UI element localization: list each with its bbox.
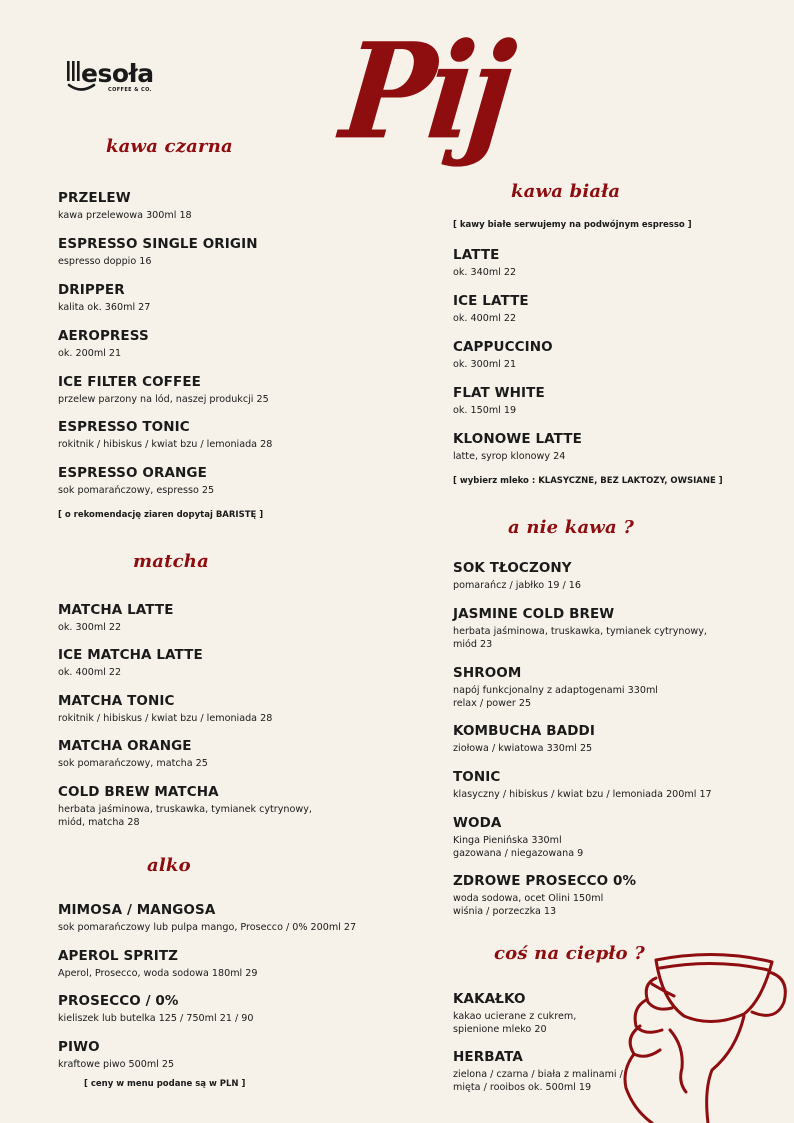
note-double-espresso: [ kawy białe serwujemy na podwójnym espresso ] [453,220,692,230]
item-name: ESPRESSO SINGLE ORIGIN [58,236,258,252]
menu-item [58,282,368,314]
menu-item [58,948,368,980]
item-desc: ok. 300ml 21 [453,359,517,370]
item-name: ZDROWE PROSECCO 0% [453,873,637,889]
item-name: KOMBUCHA BADDI [453,723,595,739]
note-currency: [ ceny w menu podane są w PLN ] [84,1079,246,1089]
item-name: CAPPUCCINO [453,339,553,355]
section-title-matcha: matcha [133,551,209,572]
menu-item [453,431,763,463]
item-desc: ziołowa / kwiatowa 330ml 25 [453,743,593,754]
menu-item [58,738,368,770]
menu-item [58,993,368,1025]
menu-item [453,769,753,801]
menu-item [58,647,368,679]
item-desc: przelew parzony na lód, naszej produkcji 25 [58,394,269,405]
item-desc: ok. 400ml 22 [58,667,122,678]
item-desc: klasyczny / hibiskus / kwiat bzu / lemoniada 200ml 17 [453,789,712,800]
menu-item [453,991,593,1036]
item-desc: kakao ucierane z cukrem, spienione mleko 20 [453,1011,577,1035]
item-desc: zielona / czarna / biała z malinami / mięta / rooibos ok. 500ml 19 [453,1069,623,1093]
item-name: TONIC [453,769,501,785]
item-desc: sok pomarańczowy lub pulpa mango, Prosecco / 0% 200ml 27 [58,922,357,933]
item-name: AEROPRESS [58,328,149,344]
menu-item [58,374,368,406]
item-name: COLD BREW MATCHA [58,784,219,800]
menu-item [453,560,763,592]
brand-name: esoła [81,59,154,88]
menu-item [58,328,368,360]
item-desc: ok. 200ml 21 [58,348,122,359]
item-desc: kalita ok. 360ml 27 [58,302,151,313]
item-desc: ok. 300ml 22 [58,622,122,633]
note-milk-choice: [ wybierz mleko : KLASYCZNE, BEZ LAKTOZY, OWSIANE ] [453,476,723,486]
menu-item [453,1049,628,1094]
item-desc: ok. 400ml 22 [453,313,517,324]
menu-item [453,293,763,325]
item-desc: herbata jaśminowa, truskawka, tymianek cytrynowy, miód 23 [453,626,707,650]
menu-item [453,606,723,651]
section-title-cos-na-cieplo: coś na ciepło ? [494,943,645,964]
item-name: ICE MATCHA LATTE [58,647,203,663]
item-desc: espresso doppio 16 [58,256,152,267]
menu-item [58,465,368,497]
item-name: MATCHA TONIC [58,693,175,709]
menu-item [58,693,368,725]
item-name: PIWO [58,1039,100,1055]
item-desc: Kinga Pienińska 330ml gazowana / niegazowana 9 [453,835,584,859]
item-desc: herbata jaśminowa, truskawka, tymianek cytrynowy, miód, matcha 28 [58,804,312,828]
menu-item [58,419,368,451]
item-desc: sok pomarańczowy, espresso 25 [58,485,215,496]
item-name: ESPRESSO TONIC [58,419,190,435]
item-name: APEROL SPRITZ [58,948,179,964]
item-desc: ok. 340ml 22 [453,267,517,278]
item-name: DRIPPER [58,282,125,298]
menu-item [453,873,637,918]
item-name: JASMINE COLD BREW [453,606,615,622]
item-desc: kieliszek lub butelka 125 / 750ml 21 / 90 [58,1013,254,1024]
menu-item [58,902,378,934]
item-name: ICE LATTE [453,293,529,309]
item-name: SOK TŁOCZONY [453,560,572,576]
item-desc: pomarańcz / jabłko 19 / 16 [453,580,581,591]
item-desc: napój funkcjonalny z adaptogenami 330ml relax / power 25 [453,685,658,709]
item-name: MATCHA LATTE [58,602,174,618]
menu-item [453,385,763,417]
item-name: KAKAŁKO [453,991,526,1007]
menu-item [453,815,593,860]
menu-item [58,236,368,268]
item-desc: rokitnik / hibiskus / kwiat bzu / lemoniada 28 [58,439,273,450]
item-name: LATTE [453,247,500,263]
menu-item [58,190,368,222]
item-name: PROSECCO / 0% [58,993,179,1009]
page-title: Pij [334,13,516,169]
item-desc: kawa przelewowa 300ml 18 [58,210,192,221]
item-name: ICE FILTER COFFEE [58,374,201,390]
item-name: PRZELEW [58,190,131,206]
menu-item [58,784,328,829]
item-desc: latte, syrop klonowy 24 [453,451,566,462]
item-name: MATCHA ORANGE [58,738,192,754]
item-desc: Aperol, Prosecco, woda sodowa 180ml 29 [58,968,258,979]
menu-item [453,665,668,710]
note-barista: [ o rekomendację ziaren dopytaj BARISTĘ ] [58,510,264,520]
item-name: SHROOM [453,665,522,681]
menu-item [58,1039,368,1071]
section-title-a-nie-kawa: a nie kawa ? [508,517,635,538]
menu-item [453,723,763,755]
item-desc: sok pomarańczowy, matcha 25 [58,758,208,769]
item-name: HERBATA [453,1049,523,1065]
item-name: WODA [453,815,502,831]
section-title-kawa-biala: kawa biała [511,181,621,202]
section-title-kawa-czarna: kawa czarna [106,136,233,157]
menu-item [453,247,763,279]
item-desc: ok. 150ml 19 [453,405,517,416]
menu-item [58,602,368,634]
item-name: ESPRESSO ORANGE [58,465,207,481]
item-desc: woda sodowa, ocet Olini 150ml wiśnia / porzeczka 13 [453,893,604,917]
hand-holding-cup-icon [612,950,794,1123]
item-name: KLONOWE LATTE [453,431,582,447]
item-name: FLAT WHITE [453,385,545,401]
menu-item [453,339,763,371]
section-title-alko: alko [147,855,191,876]
item-desc: rokitnik / hibiskus / kwiat bzu / lemoniada 28 [58,713,273,724]
item-name: MIMOSA / MANGOSA [58,902,216,918]
item-desc: kraftowe piwo 500ml 25 [58,1059,175,1070]
brand-subtitle: COFFEE & CO. [108,87,152,93]
